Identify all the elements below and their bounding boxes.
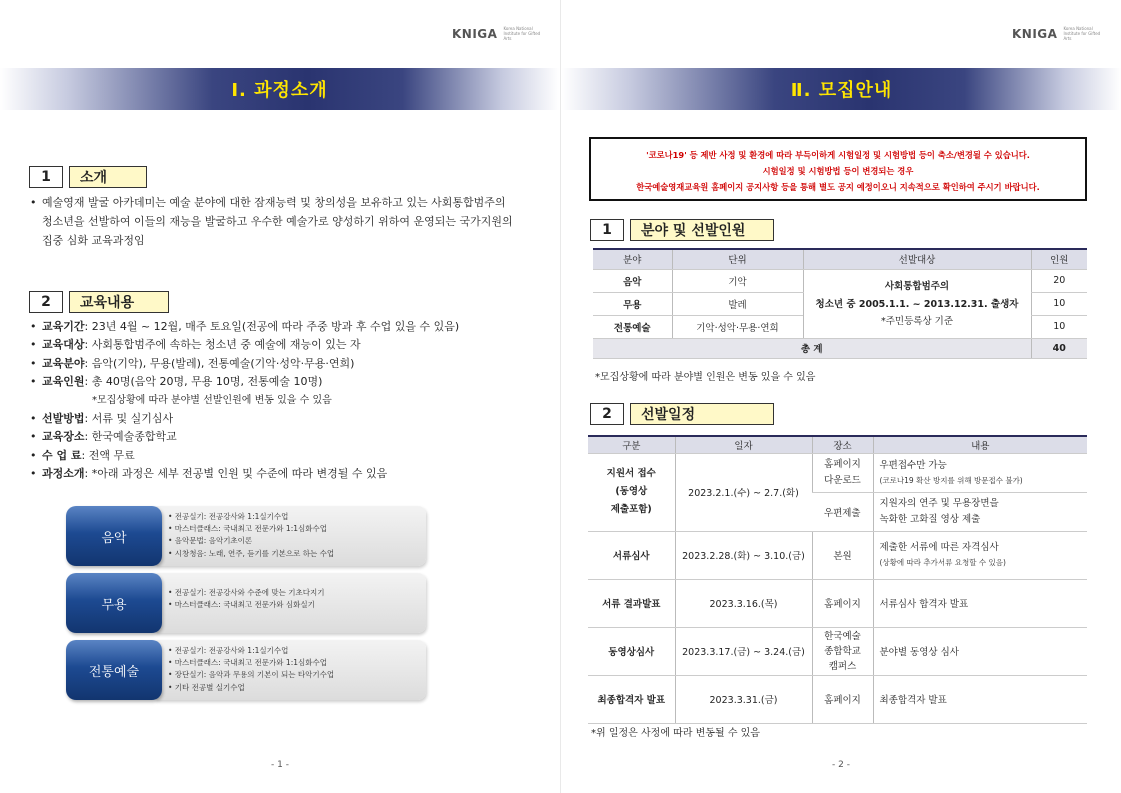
date-cell: 2023.2.28.(화) ~ 3.10.(금) (675, 531, 812, 579)
total-row (593, 338, 1087, 358)
banner-title: Ⅰ. 과정소개 (231, 80, 328, 101)
target-line: *주민등록상 기준 (880, 315, 953, 327)
section-title: 교육내용 (69, 291, 169, 313)
section-title: 분야 및 선발인원 (630, 219, 774, 241)
category-cell: 최종합격자 발표 (588, 675, 675, 723)
course-line: • 음악문법: 음악기초이론 (168, 536, 253, 546)
section-number: 1 (590, 219, 624, 241)
column-header: 장소 (812, 436, 873, 453)
field-cell: 무용 (593, 292, 672, 315)
quota-table (593, 248, 1087, 359)
course-line: • 전공실기: 전공강사와 1:1실기수업 (168, 646, 289, 655)
list-item: • 과정소개: *아래 과정은 세부 전공별 인원 및 수준에 따라 변경될 수 있음 (30, 465, 550, 483)
place-cell: 본원 (812, 531, 873, 579)
table-row (593, 269, 1087, 292)
unit-cell: 기악 (672, 269, 803, 292)
category-cell: 동영상심사 (588, 627, 675, 675)
target-line: 청소년 중 2005.1.1. ~ 2013.12.31. 출생자 (815, 298, 1019, 310)
target-cell (803, 269, 1031, 338)
content-cell: 서류심사 합격자 발표 (873, 579, 1087, 627)
education-details-list (30, 318, 550, 484)
section-header-intro (29, 166, 147, 188)
course-detail-box (156, 640, 426, 700)
table-row (588, 531, 1087, 579)
section-number: 1 (29, 166, 63, 188)
intro-line: 집중 심화 교육과정임 (42, 234, 145, 247)
course-detail-box (156, 573, 426, 633)
table-row (588, 453, 1087, 492)
course-line: • 시창청음: 노래, 연주, 듣기를 기본으로 하는 수업 (168, 548, 335, 558)
date-cell: 2023.3.17.(금) ~ 3.24.(금) (675, 627, 812, 675)
content-cell: 분야별 동영상 심사 (873, 627, 1087, 675)
logo-subtext: Korea National Institute for Gifted Arts (1063, 26, 1101, 41)
notice-line: '코로나19' 등 제반 사정 및 환경에 따라 부득이하게 시험일정 및 시험방법 등이 축소/변경될 수 있습니다. (646, 150, 1030, 160)
logo-wordmark: KNIGA (1012, 26, 1058, 41)
notice-box (589, 137, 1087, 201)
course-title: 음악 (66, 506, 162, 566)
section-banner-1 (0, 68, 559, 110)
section-banner-2 (562, 68, 1121, 110)
list-item: • 교육대상: 사회통합범주에 속하는 청소년 중 예술에 재능이 있는 자 (30, 336, 550, 354)
count-cell: 10 (1031, 315, 1087, 338)
list-item: • 선발방법: 서류 및 실기심사 (30, 410, 550, 428)
section-header-quota (590, 219, 774, 241)
section-header-schedule (590, 403, 774, 425)
intro-line: 예술영재 발굴 아카데미는 예술 분야에 대한 잠재능력 및 창의성을 보유하고 있는 사회통합범주의 (42, 196, 506, 209)
place-cell: 홈페이지 (812, 579, 873, 627)
content-cell: 지원자의 연주 및 무용장면을 녹화한 고화질 영상 제출 (873, 492, 1087, 531)
unit-cell: 기악·성악·무용·연희 (672, 315, 803, 338)
section-title: 소개 (69, 166, 147, 188)
place-cell: 홈페이지 다운로드 (812, 453, 873, 492)
course-card-dance (66, 573, 426, 633)
notice-line: 시험일정 및 시험방법 등이 변경되는 경우 (762, 166, 914, 176)
logo-wordmark: KNIGA (452, 26, 498, 41)
course-line: • 마스터클래스: 국내최고 전문가와 심화실기 (168, 600, 315, 610)
course-line: • 기타 전공별 실기수업 (168, 682, 245, 692)
course-title: 전통예술 (66, 640, 162, 700)
banner-title: Ⅱ. 모집안내 (790, 80, 893, 101)
place-cell: 한국예술 종합학교 캠퍼스 (812, 627, 873, 675)
place-cell: 홈페이지 (812, 675, 873, 723)
logo-subtext: Korea National Institute for Gifted Arts (503, 26, 541, 41)
date-cell: 2023.2.1.(수) ~ 2.7.(화) (675, 453, 812, 531)
course-card-traditional (66, 640, 426, 700)
schedule-note: *위 일정은 사정에 따라 변동될 수 있음 (591, 728, 760, 739)
intro-line: 청소년을 선발하여 이들의 재능을 발굴하고 우수한 예술가로 양성하기 위하여 운영되는 국가지원의 (42, 215, 513, 228)
page-number: - 1 - (271, 760, 289, 770)
column-header: 일자 (675, 436, 812, 453)
place-cell: 우편제출 (812, 492, 873, 531)
field-cell: 음악 (593, 269, 672, 292)
kniga-logo (1012, 26, 1105, 41)
category-cell: 서류심사 (588, 531, 675, 579)
unit-cell: 발레 (672, 292, 803, 315)
list-note: *모집상황에 따라 분야별 선발인원에 변동 있을 수 있음 (92, 394, 332, 406)
content-cell: 우편접수만 가능 (코로나19 확산 방지를 위해 방문접수 불가) (873, 453, 1087, 492)
column-header: 선발대상 (803, 249, 1031, 269)
target-line: 사회통합범주의 (884, 280, 950, 292)
column-header: 단위 (672, 249, 803, 269)
course-line: • 마스터클래스: 국내최고 전문가와 1:1심화수업 (168, 524, 327, 534)
total-value: 40 (1031, 338, 1087, 358)
quota-note: *모집상황에 따라 분야별 인원은 변동 있을 수 있음 (595, 372, 816, 383)
course-title: 무용 (66, 573, 162, 633)
section-header-content (29, 291, 169, 313)
list-item: • 교육장소: 한국예술종합학교 (30, 428, 550, 446)
date-cell: 2023.3.16.(목) (675, 579, 812, 627)
table-header-row (593, 249, 1087, 269)
column-header: 내용 (873, 436, 1087, 453)
course-line: • 마스터클래스: 국내최고 전문가와 1:1심화수업 (168, 658, 327, 668)
list-item: • 교육인원: 총 40명(음악 20명, 무용 10명, 전통예술 10명) (30, 373, 550, 391)
page-1 (0, 0, 560, 793)
category-cell: 지원서 접수 (동영상 제출포함) (588, 453, 675, 531)
list-item: • 교육분야: 음악(기악), 무용(발레), 전통예술(기악·성악·무용·연희) (30, 355, 550, 373)
count-cell: 20 (1031, 269, 1087, 292)
list-item: • 수 업 료: 전액 무료 (30, 447, 550, 465)
course-line: • 전공실기: 전공강사와 1:1실기수업 (168, 512, 289, 521)
table-header-row (588, 436, 1087, 453)
date-cell: 2023.3.31.(금) (675, 675, 812, 723)
course-line: • 장단실기: 음악과 무용의 기본이 되는 타악기수업 (168, 670, 335, 680)
list-item: • 교육기간: 23년 4월 ~ 12월, 매주 토요일(전공에 따라 주중 방과 후 수업 있을 수 있음) (30, 318, 550, 336)
section-title: 선발일정 (630, 403, 774, 425)
column-header: 구분 (588, 436, 675, 453)
table-row (588, 579, 1087, 627)
notice-line: 한국예술영재교육원 홈페이지 공지사항 등을 통해 별도 공지 예정이오니 지속적으로 확인하여 주시기 바랍니다. (636, 182, 1040, 192)
page-2 (561, 0, 1121, 793)
intro-paragraph: • 예술영재 발굴 아카데미는 예술 분야에 대한 잠재능력 및 창의성을 보유하고 있는 사회통합범주의 청소년을 선발하여 이들의 재능을 발굴하고 우수한 예술가로 양성하기 위하여 운영되는 국가지원의 집중 심화 교육과정임 (30, 193, 550, 250)
content-cell: 최종합격자 발표 (873, 675, 1087, 723)
section-number: 2 (590, 403, 624, 425)
content-cell: 제출한 서류에 따른 자격심사 (상황에 따라 추가서류 요청할 수 있음) (873, 531, 1087, 579)
column-header: 인원 (1031, 249, 1087, 269)
page-number: - 2 - (832, 760, 850, 770)
schedule-table (588, 435, 1087, 724)
field-cell: 전통예술 (593, 315, 672, 338)
course-line: • 전공실기: 전공강사와 수준에 맞는 기초다지기 (168, 588, 325, 597)
total-label: 총 계 (593, 338, 1031, 358)
column-header: 분야 (593, 249, 672, 269)
course-detail-box (156, 506, 426, 566)
table-row (588, 627, 1087, 675)
section-number: 2 (29, 291, 63, 313)
course-card-music (66, 506, 426, 566)
table-row (588, 675, 1087, 723)
kniga-logo (452, 26, 545, 41)
count-cell: 10 (1031, 292, 1087, 315)
category-cell: 서류 결과발표 (588, 579, 675, 627)
